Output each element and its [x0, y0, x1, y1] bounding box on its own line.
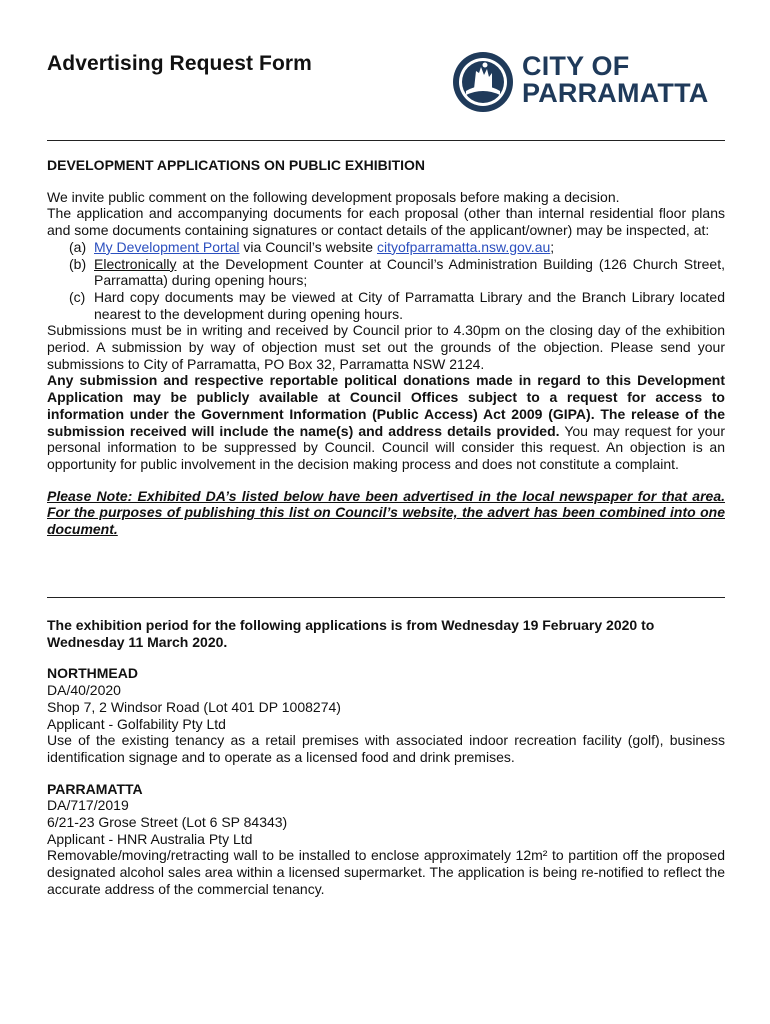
donations-rest-text: You may request for your personal information to be suppressed by Council. Council will consider this request. An objection is an opportunity for public involvement in the decision making process and does not constitute a complaint.: [47, 422, 725, 472]
notice-heading: DEVELOPMENT APPLICATIONS ON PUBLIC EXHIBITION: [47, 157, 426, 173]
applicant-name: Applicant - HNR Australia Pty Ltd: [47, 830, 253, 847]
option-a-label: (a): [69, 238, 87, 255]
electronically-text: Electronically: [94, 255, 177, 272]
council-website-link[interactable]: cityofparramatta.nsw.gov.au: [377, 238, 551, 255]
option-c-text: Hard copy documents may be viewed at City of Parramatta Library and the Branch Library located nearest to the development during opening hours.: [94, 288, 725, 322]
top-divider: [47, 140, 725, 141]
middle-divider: [47, 597, 725, 598]
please-note-text: Please Note: Exhibited DA’s listed below have been advertised in the local newspaper for that area. For the purposes of publishing this list on Council’s website, the advert has been combined into one document.: [47, 487, 725, 538]
donations-bold-text: Any submission and respective reportable political donations made in regard to this Development Application may be publicly available at Council Offices subject to a request for access to information under the Government Information (Public Access) Act 2009 (GIPA). The release of the submission received will include the name(s) and address details provided.: [47, 372, 725, 439]
applications-section: [47, 617, 725, 898]
option-b-label: (b): [69, 255, 87, 272]
exhibition-period: The exhibition period for the following applications is from Wednesday 19 February 2020 to Wednesday 11 March 2020.: [47, 617, 655, 650]
submissions-text: Submissions must be in writing and received by Council prior to 4.30pm on the closing day of the exhibition period. A submission by way of objection must set out the grounds of the objection. Please send your submissions to City of Parramatta, PO Box 32, Parramatta NSW 2124.: [47, 322, 725, 372]
option-a: [47, 239, 725, 256]
applicant-name: Applicant - Golfability Pty Ltd: [47, 715, 226, 732]
application-entry: [47, 665, 725, 765]
proposal-description: Use of the existing tenancy as a retail premises with associated indoor recreation facility (golf), business identification signage and to operate as a licensed food and drink premises.: [47, 732, 725, 765]
donations-paragraph: [47, 372, 725, 472]
city-of-parramatta-logo: [452, 51, 724, 113]
logo-text: [522, 53, 708, 107]
intro-text: We invite public comment on the following development proposals before making a decision.: [47, 188, 620, 205]
option-b: [47, 256, 725, 289]
option-b-text: at the Development Counter at Council’s Administration Building (126 Church Street, Parramatta) during opening hours;: [94, 255, 725, 289]
site-address: 6/21-23 Grose Street (Lot 6 SP 84343): [47, 814, 288, 831]
notice-body: [47, 157, 725, 538]
page-title: Advertising Request Form: [47, 52, 312, 75]
option-a-end: ;: [550, 238, 555, 255]
proposal-description: Removable/moving/retracting wall to be installed to enclose approximately 12m² to partition off the proposed designated alcohol sales area within a licensed supermarket. The application is being re-notified to reflect the accurate address of the commercial tenancy.: [47, 847, 725, 897]
suburb-heading: PARRAMATTA: [47, 780, 143, 797]
inspection-options: [47, 239, 725, 323]
suburb-heading: NORTHMEAD: [47, 665, 138, 682]
my-development-portal-link[interactable]: My Development Portal: [94, 238, 240, 255]
logo-text-line2: PARRAMATTA: [522, 78, 709, 108]
inspection-text: The application and accompanying documents for each proposal (other than internal residential floor plans and some documents containing signatures or contact details of the applicant/owner) may be inspected, at:: [47, 205, 725, 239]
da-number: DA/40/2020: [47, 682, 121, 699]
option-c: [47, 289, 725, 322]
city-of-parramatta-emblem-icon: [452, 51, 514, 113]
da-number: DA/717/2019: [47, 797, 129, 814]
logo-text-line1: CITY OF: [522, 51, 630, 81]
site-address: Shop 7, 2 Windsor Road (Lot 401 DP 1008274): [47, 698, 341, 715]
option-a-mid: via Council’s website: [239, 238, 377, 255]
option-c-label: (c): [69, 288, 86, 305]
application-entry: [47, 781, 725, 898]
